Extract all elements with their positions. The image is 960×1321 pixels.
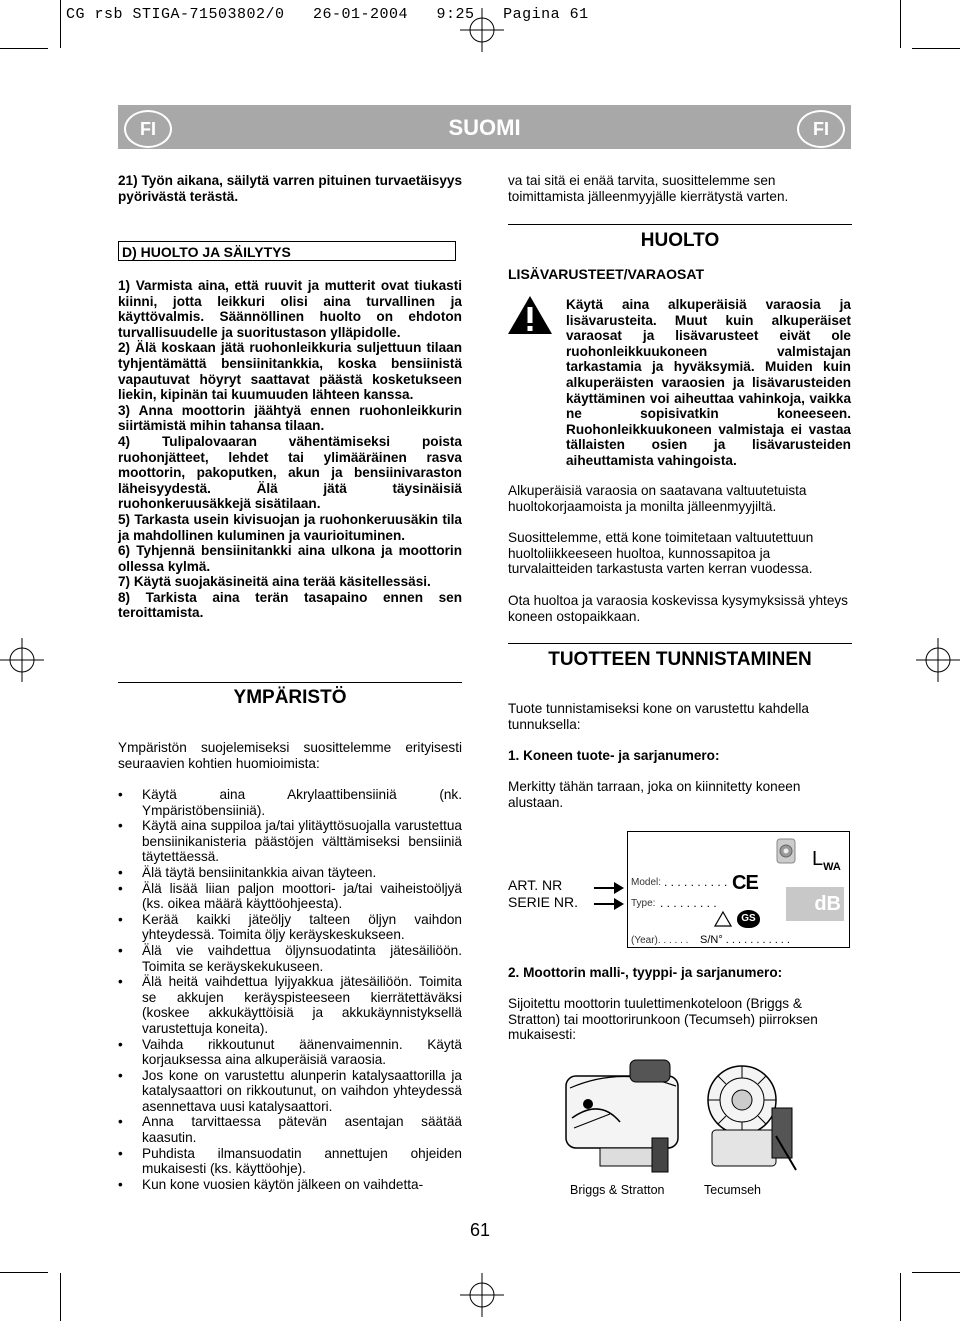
tecumseh-engine-illustration bbox=[690, 1058, 800, 1176]
registration-mark-right bbox=[916, 638, 960, 682]
divider bbox=[508, 643, 852, 644]
briggs-stratton-label: Briggs & Stratton bbox=[570, 1183, 665, 1197]
tecumseh-label: Tecumseh bbox=[704, 1183, 761, 1197]
safety-triangle-icon bbox=[714, 911, 732, 927]
list-item: • Älä lisää liian paljon moottori- ja/tai vaiheistoöljyä (ks. oikea määrä käyttöohjeesta). bbox=[118, 881, 462, 912]
list-item: • Käytä aina Akrylaattibensiiniä (nk. Ympäristöbensiiniä). bbox=[118, 787, 462, 818]
registration-mark-top bbox=[460, 8, 504, 52]
lwa-label: $L_{WA}$ bbox=[812, 848, 841, 873]
art-nr-label: ART. NR bbox=[508, 877, 563, 893]
maintenance-item-8: 8) Tarkista aina terän tasapaino ennen sen teroittamista. bbox=[118, 589, 462, 621]
engine-serial-heading: 2. Moottorin malli-, tyyppi- ja sarjanumero: bbox=[508, 965, 783, 980]
art-serie-labels bbox=[508, 877, 578, 911]
list-item: • Puhdista ilmansuodatin annettujen ohjeiden mukaisesti (ks. käyttöohje). bbox=[118, 1146, 462, 1177]
banner-title: SUOMI bbox=[448, 115, 521, 140]
list-item: • Älä vie vaihdettua öljynsuodatinta jätesäiliöön. Toimita se keräyskekukuseen. bbox=[118, 943, 462, 974]
crop-mark bbox=[0, 1272, 48, 1273]
print-header: CG rsb STIGA-71503802/0 26-01-2004 9:25 Pagina 61 bbox=[66, 6, 589, 23]
registration-mark-bottom bbox=[460, 1273, 504, 1317]
language-badge-right: FI bbox=[797, 110, 845, 148]
plate-year: (Year). . . . . . bbox=[631, 935, 689, 946]
environment-heading: YMPÄRISTÖ bbox=[233, 687, 347, 708]
db-panel bbox=[786, 887, 844, 921]
environment-list bbox=[118, 787, 462, 1192]
plate-type-dots: . . . . . . . . . bbox=[660, 896, 717, 910]
plate-type-label: Type: bbox=[631, 898, 656, 909]
briggs-stratton-engine-illustration bbox=[560, 1058, 690, 1176]
crop-mark bbox=[900, 0, 901, 48]
ce-mark: CE bbox=[732, 872, 758, 894]
maintenance-list bbox=[118, 278, 462, 621]
divider bbox=[508, 224, 852, 225]
plate-model-dots: . . . . . . . . . . bbox=[664, 875, 728, 889]
section-d-heading: D) HUOLTO JA SÄILYTYS bbox=[118, 241, 456, 261]
identification-intro: Tuote tunnistamiseksi kone on varustettu kahdella tunnuksella: bbox=[508, 701, 809, 732]
arrow-right-icon bbox=[594, 896, 624, 912]
crop-mark bbox=[60, 0, 61, 48]
environment-continued: va tai sitä ei enää tarvita, suosittelemme sen toimittamista jälleenmyyjälle kierrätystä varten. bbox=[508, 173, 789, 204]
list-item: • Anna tarvittaessa pätevän asentajan säätää kaasutin. bbox=[118, 1114, 462, 1145]
huolto-heading: HUOLTO bbox=[640, 230, 720, 251]
divider bbox=[118, 682, 462, 683]
gs-mark: GS bbox=[737, 910, 760, 928]
bolt-icon bbox=[773, 837, 799, 869]
maintenance-item-2: 2) Älä koskaan jätä ruohonleikkuria suljettuun tilaan tyhjentämättä bensiinitankkia, koska bensiinistä vapautuvat höyryt saattavat päästä kosketukseen liekin, kipinän tai kuumuuden lähteen kanssa. bbox=[118, 340, 462, 403]
crop-mark bbox=[0, 48, 48, 49]
item-21: 21) Työn aikana, säilytä varren pituinen turvaetäisyys pyörivästä terästä. bbox=[118, 173, 462, 204]
list-item: • Kerää kaikki jäteöljy talteen öljyn vaihdon yhteydessä. Toimita öljy keräyskeskukseen. bbox=[118, 912, 462, 943]
product-serial-text: Merkitty tähän tarraan, joka on kiinnitetty koneen alustaan. bbox=[508, 779, 801, 810]
crop-mark bbox=[912, 1272, 960, 1273]
db-label: dB bbox=[814, 893, 841, 915]
list-item: • Älä täytä bensiinitankkia aivan täyteen. bbox=[118, 865, 462, 881]
maintenance-item-5: 5) Tarkasta usein kivisuojan ja ruohonkeruusäkin tila ja mahdollinen kuluminen ja vaurioituminen. bbox=[118, 511, 462, 543]
parts-availability: Alkuperäisiä varaosia on saatavana valtuutetuista huoltokorjaamoista ja monilta jälleenmyyjiltä. bbox=[508, 483, 807, 514]
list-item: • Jos kone on varustettu alunperin katalysaattorilla ja katalysaattori on rikkoutunut, on vaihdon yhteydessä asennettava uusi katalysaattori. bbox=[118, 1068, 462, 1115]
product-serial-heading: 1. Koneen tuote- ja sarjanumero: bbox=[508, 748, 720, 763]
contact-dealer: Ota huoltoa ja varaosia koskevissa kysymyksissä yhteys koneen ostopaikkaan. bbox=[508, 593, 848, 624]
serie-nr-label: SERIE NR. bbox=[508, 894, 579, 910]
crop-mark bbox=[912, 48, 960, 49]
service-recommendation: Suosittelemme, että kone toimitetaan valtuutettuun huoltoliikkeeseen huoltoa, kunnossapitoa ja turvalaitteiden tarkastusta varten kerran vuodessa. bbox=[508, 530, 814, 577]
original-parts-warning: Käytä aina alkuperäisiä varaosia ja lisävarusteita. Muut kuin alkuperäiset varaosat ja lisävarusteet eivät ole ruohonleikkuukoneen valmistajan tarkastamia ja hyväksymiä. Muiden kuin alkuperäisten varaosien ja lisävarusteiden käyttäminen voi aiheuttaa vahinkoja, vaikka ne sopisivatkin koneeseen. Ruohonleikkuukoneen valmistaja ei vastaa tällaisten osien ja lisävarusteiden aiheuttamista vahingoista. bbox=[566, 297, 851, 468]
crop-mark bbox=[900, 1273, 901, 1321]
arrow-right-icon bbox=[594, 880, 624, 896]
maintenance-item-6: 6) Tyhjennä bensiinitankki aina ulkona ja moottorin ollessa kylmä. bbox=[118, 543, 462, 574]
crop-mark bbox=[60, 1273, 61, 1321]
list-item: • Vaihda rikkoutunut äänenvaimennin. Käytä korjauksessa aina alkuperäisiä varaosia. bbox=[118, 1037, 462, 1068]
plate-serial-number: S/N° . . . . . . . . . . . bbox=[700, 934, 790, 946]
maintenance-item-1: 1) Varmista aina, että ruuvit ja mutterit ovat tiukasti kiinni, jotta leikkuri olisi aina turvallinen ja käyttövalmis. Säännöllinen huolto on ehdoton turvallisuudelle ja suoritustason ylläpidolle. bbox=[118, 278, 462, 340]
registration-mark-left bbox=[0, 638, 44, 682]
environment-intro: Ympäristön suojelemiseksi suosittelemme erityisesti seuraavien kohtien huomioimista: bbox=[118, 740, 462, 771]
language-banner bbox=[118, 105, 851, 149]
list-item: • Älä heitä vaihdettua lyijyakkua jätesäiliöön. Toimita se akkujen keräyspisteeseen kierrätettäväksi (koskee akkukäyttöisiä ja akkukäynnistyksellä varustettuja koneita). bbox=[118, 974, 462, 1036]
list-item: • Kun kone vuosien käytön jälkeen on vaihdetta- bbox=[118, 1177, 462, 1193]
page-number: 61 bbox=[469, 1220, 491, 1240]
identification-heading: TUOTTEEN TUNNISTAMINEN bbox=[548, 649, 812, 670]
maintenance-item-4: 4) Tulipalovaaran vähentämiseksi poista ruohonjätteet, lehdet tai ylimääräinen rasva moottorin, pakoputken, akun ja bensiinivaraston läheisyydestä. Älä jätä täysinäisiä ruohonkeruusäkkejä sisätilaan. bbox=[118, 433, 462, 512]
language-badge-left: FI bbox=[124, 110, 172, 148]
plate-model-label: Model: bbox=[631, 877, 662, 888]
engine-serial-text: Sijoitettu moottorin tuulettimenkoteloon (Briggs & Stratton) tai moottorirunkoon (Tecumseh) piirroksen mukaisesti: bbox=[508, 996, 818, 1043]
warning-icon bbox=[506, 294, 554, 336]
maintenance-item-3: 3) Anna moottorin jäähtyä ennen ruohonleikkurin siirtämistä mihin tahansa tilaan. bbox=[118, 402, 462, 434]
accessories-heading: LISÄVARUSTEET/VARAOSAT bbox=[508, 266, 705, 282]
list-item: • Käytä aina suppiloa ja/tai ylitäyttösuojalla varustettua bensiinikanisteria päästöjen välttämiseksi bensiiniä täytettäessä. bbox=[118, 818, 462, 865]
maintenance-item-7: 7) Käytä suojakäsineitä aina terää käsitellessäsi. bbox=[118, 574, 431, 590]
rating-plate bbox=[627, 831, 850, 948]
